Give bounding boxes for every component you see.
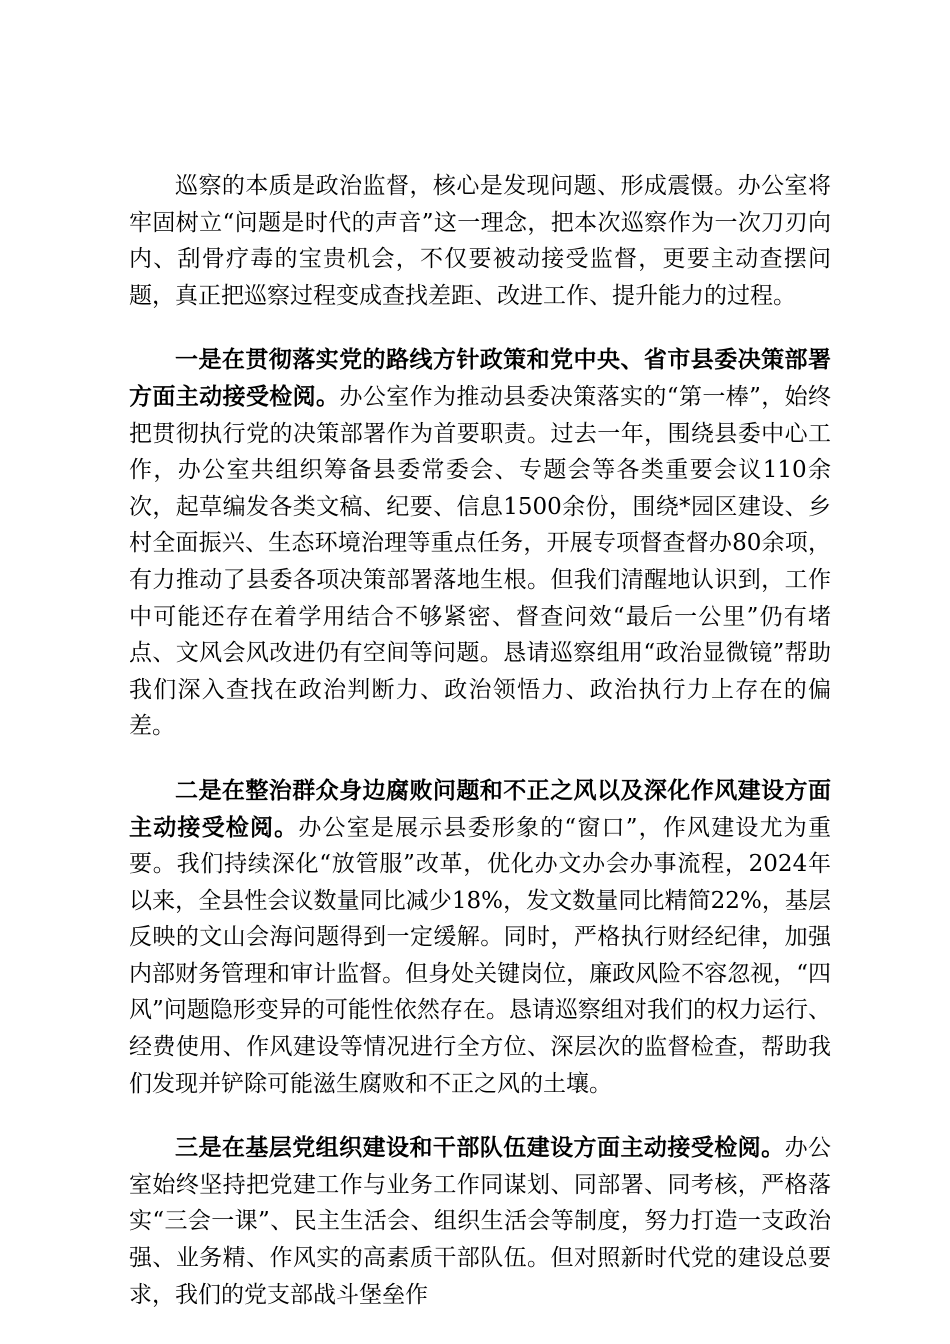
paragraph-lead: 三是在基层党组织建设和干部队伍建设方面主动接受检阅。 — [175, 1134, 785, 1162]
paragraph-text: 办公室作为推动县委决策落实的“第一棒”，始终把贯彻执行党的决策部署作为首要职责。过去一年，围绕县委中心工作，办公室共组织筹备县委常委会、专题会等各类重要会议110余次，起草编发各类文稿、纪要、信息1500余份，围绕*园区建设、乡村全面振兴、生态环境治理等重点任务，开展专项督查督办80余项，有力推动了县委各项决策部署落地生根。但我们清醒地认识到，工作中可能还存在着学用结合不够紧密、督查问效“最后一公里”仍有堵点、文风会风改进仍有空间等问题。恳请巡察组用“政治显微镜”帮助我们深入查找在政治判断力、政治领悟力、政治执行力上存在的偏差。 — [129, 383, 831, 740]
paragraph-lead: 二是在整治群众身边腐败问题和不正之风以及深化作风建设方面主动接受检阅。 — [129, 776, 831, 841]
paragraph-text: 办公室始终坚持把党建工作与业务工作同谋划、同部署、同考核，严格落实“三会一课”、民主生活会、组织生活会等制度，努力打造一支政治强、业务精、作风实的高素质干部队伍。但对照新时代党的建设总要求，我们的党支部战斗堡垒作 — [129, 1135, 832, 1308]
paragraph-intro — [129, 168, 831, 314]
paragraph-text: 巡察的本质是政治监督，核心是发现问题、形成震慑。办公室将牢固树立“问题是时代的声音”这一理念，把本次巡察作为一次刀刃向内、刮骨疗毒的宝贵机会，不仅要被动接受监督，更要主动查摆问题，真正把巡察过程变成查找差距、改进工作、提升能力的过程。 — [129, 173, 831, 309]
document-body — [129, 168, 831, 1313]
paragraph-point-3 — [129, 1130, 831, 1313]
paragraph-text: 办公室是展示县委形象的“窗口”，作风建设尤为重要。我们持续深化“放管服”改革，优化办文办会办事流程，2024年以来，全县性会议数量同比减少18%，发文数量同比精简22%，基层反映的文山会海问题得到一定缓解。同时，严格执行财经纪律，加强内部财务管理和审计监督。但身处关键岗位，廉政风险不容忽视，“四风”问题隐形变异的可能性依然存在。恳请巡察组对我们的权力运行、经费使用、作风建设等情况进行全方位、深层次的监督检查，帮助我们发现并铲除可能滋生腐败和不正之风的土壤。 — [129, 814, 831, 1097]
paragraph-lead: 一是在贯彻落实党的路线方针政策和党中央、省市县委决策部署方面主动接受检阅。 — [129, 346, 831, 410]
paragraph-point-2 — [129, 773, 831, 1102]
paragraph-point-1 — [129, 342, 831, 745]
